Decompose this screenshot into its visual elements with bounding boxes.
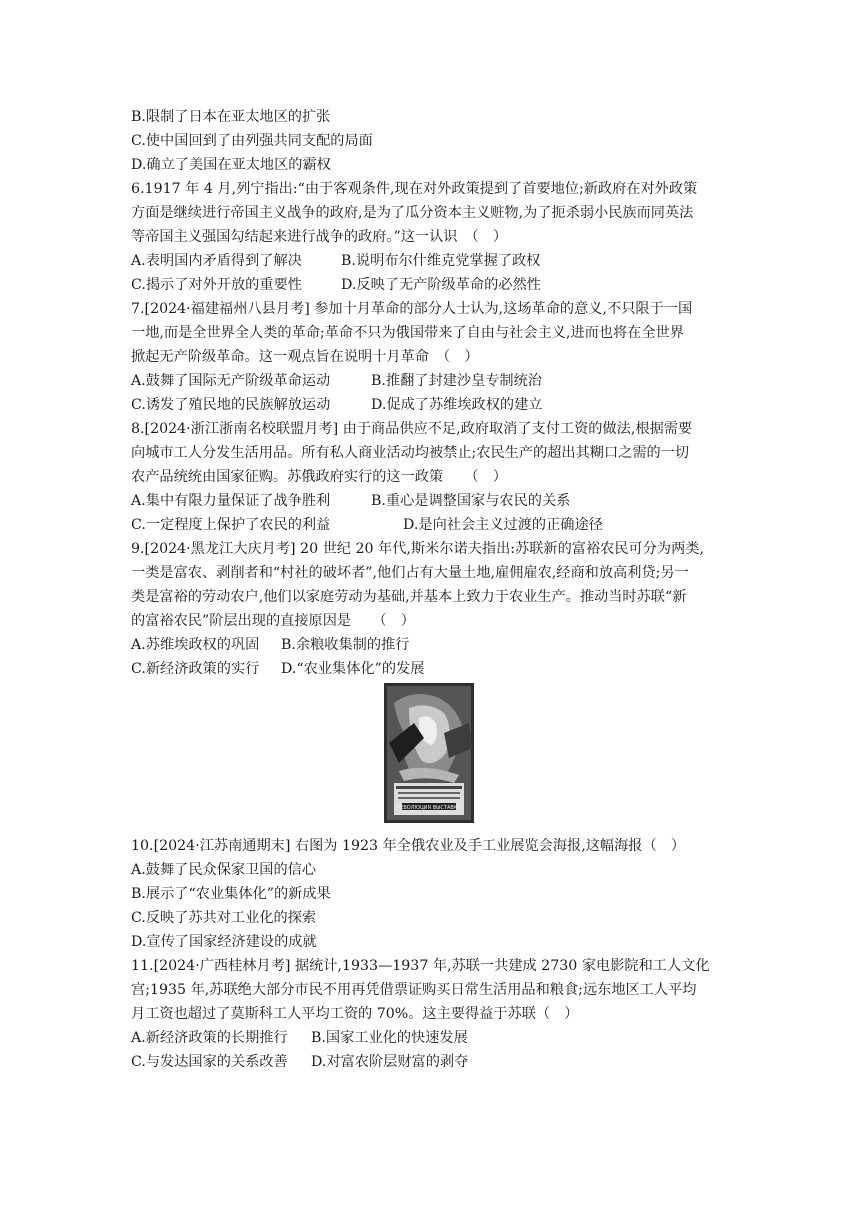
q6-stem-line-3: 等帝国主义强国勾结起来进行战争的政府。”这一认识 （ ） bbox=[131, 229, 508, 245]
q11-option-d: D.对富农阶层财富的剥夺 bbox=[311, 1054, 469, 1070]
q6-options-row-2 bbox=[131, 273, 731, 297]
q8-stem-line-1: 8.[2024·浙江浙南名校联盟月考] 由于商品供应不足,政府取消了支付工资的做法,根据需要 bbox=[131, 421, 693, 437]
q6-option-b: B.说明布尔什维克党掌握了政权 bbox=[341, 253, 541, 269]
q9-option-d: D.“农业集体化”的发展 bbox=[281, 661, 425, 677]
q7-options-row-1 bbox=[131, 369, 731, 393]
q8-options-row-1 bbox=[131, 489, 731, 513]
q11-stem-line-2: 宫;1935 年,苏联绝大部分市民不用再凭借票证购买日常生活用品和粮食;远东地区工人平均 bbox=[131, 982, 697, 998]
q5-option-d: D.确立了美国在亚太地区的霸权 bbox=[131, 157, 331, 173]
q7-option-d: D.促成了苏维埃政权的建立 bbox=[371, 397, 543, 413]
q9-options-row-1 bbox=[131, 633, 731, 657]
q9-option-a: A.苏维埃政权的巩固 bbox=[131, 637, 260, 653]
q6-option-c: C.揭示了对外开放的重要性 bbox=[131, 277, 302, 293]
q7-stem-line-3: 掀起无产阶级革命。这一观点旨在说明十月革命 （ ） bbox=[131, 349, 479, 365]
q7-option-b: B.推翻了封建沙皇专制统治 bbox=[371, 373, 542, 389]
q9-options-row-2 bbox=[131, 657, 731, 681]
q10-option-b: B.展示了“农业集体化”的新成果 bbox=[131, 886, 331, 902]
q5-option-c: C.使中国回到了由列强共同支配的局面 bbox=[131, 133, 373, 149]
q7-option-c: C.诱发了殖民地的民族解放运动 bbox=[131, 397, 331, 413]
q8-stem-line-3: 农产品统统由国家征购。苏俄政府实行的这一政策 （ ） bbox=[131, 469, 507, 485]
q11-options-row-2 bbox=[131, 1050, 731, 1074]
q9-stem-line-3: 类是富裕的劳动农户,他们以家庭劳动为基础,并基本上致力于农业生产。推动当时苏联“新 bbox=[131, 589, 687, 605]
q11-stem-line-3: 月工资也超过了莫斯科工人平均工资的 70%。这主要得益于苏联（ ） bbox=[131, 1006, 579, 1022]
q9-stem-line-4: 的富裕农民”阶层出现的直接原因是 （ ） bbox=[131, 613, 415, 629]
q6-options-row-1 bbox=[131, 249, 731, 273]
q6-stem-line-2: 方面是继续进行帝国主义战争的政府,是为了瓜分资本主义赃物,为了扼杀弱小民族而同英法 bbox=[131, 205, 694, 221]
q11-stem-line-1: 11.[2024·广西桂林月考] 据统计,1933—1937 年,苏联一共建成 2730 家电影院和工人文化 bbox=[131, 958, 710, 974]
q6-stem-line-1: 6.1917 年 4 月,列宁指出:“由于客观条件,现在对外政策提到了首要地位;新政府在对外政策 bbox=[131, 181, 698, 197]
q9-stem-line-1: 9.[2024·黑龙江大庆月考] 20 世纪 20 年代,斯米尔诺夫指出:苏联新的富裕农民可分为两类, bbox=[131, 541, 704, 557]
q6-option-d: D.反映了无产阶级革命的必然性 bbox=[341, 277, 541, 293]
q11-option-a: A.新经济政策的长期推行 bbox=[131, 1030, 288, 1046]
q8-option-c: C.一定程度上保护了农民的利益 bbox=[131, 517, 331, 533]
q8-stem-line-2: 向城市工人分发生活用品。所有私人商业活动均被禁止;农民生产的超出其糊口之需的一切 bbox=[131, 445, 690, 461]
q8-option-b: B.重心是调整国家与农民的关系 bbox=[371, 493, 571, 509]
q10-option-a: A.鼓舞了民众保家卫国的信心 bbox=[131, 862, 317, 878]
q9-stem-line-2: 一类是富农、剥削者和“村社的破坏者”,他们占有大量土地,雇佣雇农,经商和放高利贷;另一 bbox=[131, 565, 689, 581]
q7-option-a: A.鼓舞了国际无产阶级革命运动 bbox=[131, 373, 331, 389]
q8-options-row-2 bbox=[131, 513, 731, 537]
q8-option-a: A.集中有限力量保证了战争胜利 bbox=[131, 493, 331, 509]
exhibition-poster-image bbox=[384, 683, 474, 823]
q6-option-a: A.表明国内矛盾得到了解决 bbox=[131, 253, 302, 269]
q11-option-b: B.国家工业化的快速发展 bbox=[311, 1030, 468, 1046]
poster-caption-text: РЕВОЛЮЦИЯ ВЫСТАВКА bbox=[397, 805, 461, 811]
q7-options-row-2 bbox=[131, 393, 731, 417]
q10-option-d: D.宣传了国家经济建设的成就 bbox=[131, 934, 317, 950]
q9-option-c: C.新经济政策的实行 bbox=[131, 661, 260, 677]
q10-option-c: C.反映了苏共对工业化的探索 bbox=[131, 910, 317, 926]
q7-stem-line-1: 7.[2024·福建福州八县月考] 参加十月革命的部分人士认为,这场革命的意义,不只限于一国 bbox=[131, 301, 693, 317]
q10-stem: 10.[2024·江苏南通期末] 右图为 1923 年全俄农业及手工业展览会海报,这幅海报（ ） bbox=[131, 838, 686, 854]
q5-option-b: B.限制了日本在亚太地区的扩张 bbox=[131, 109, 331, 125]
q8-option-d: D.是向社会主义过渡的正确途径 bbox=[403, 517, 603, 533]
q9-option-b: B.余粮收集制的推行 bbox=[281, 637, 410, 653]
q7-stem-line-2: 一地,而是全世界全人类的革命;革命不只为俄国带来了自由与社会主义,进而也将在全世界 bbox=[131, 325, 684, 341]
q11-option-c: C.与发达国家的关系改善 bbox=[131, 1054, 288, 1070]
q11-options-row-1 bbox=[131, 1026, 731, 1050]
